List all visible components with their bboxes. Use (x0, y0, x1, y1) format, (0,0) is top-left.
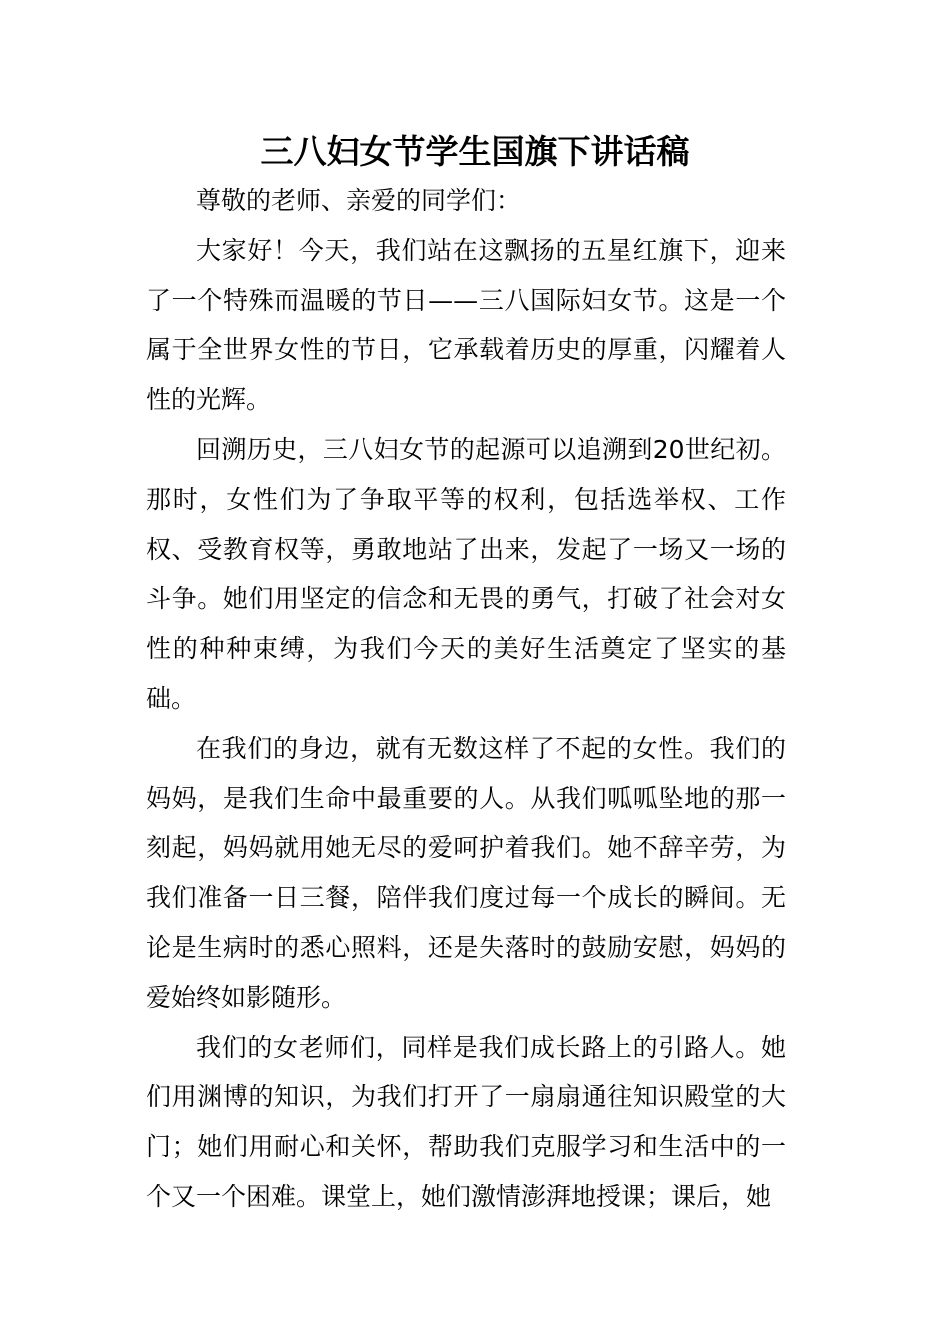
salutation-paragraph: 尊敬的老师、亲爱的同学们： (196, 186, 522, 215)
greeting-paragraph: 大家好！今天，我们站在这飘扬的五星红旗下，迎来了一个特殊而温暖的节日——三八国际妇女节。这是一个属于全世界女性的节日，它承载着历史的厚重，闪耀着人性的光辉。 (146, 235, 786, 415)
teachers-paragraph: 我们的女老师们，同样是我们成长路上的引路人。她们用渊博的知识，为我们打开了一扇扇通往知识殿堂的大门；她们用耐心和关怀，帮助我们克服学习和生活中的一个又一个困难。课堂上，她们激情澎湃地授课；课后，她 (146, 1032, 786, 1211)
document-title: 三八妇女节学生国旗下讲话稿 (260, 132, 690, 171)
history-paragraph: 回溯历史，三八妇女节的起源可以追溯到20世纪初。那时，女性们为了争取平等的权利，包括选举权、工作权、受教育权等，勇敢地站了出来，发起了一场又一场的斗争。她们用坚定的信念和无畏的勇气，打破了社会对女性的种种束缚，为我们今天的美好生活奠定了坚实的基础。 (146, 434, 786, 713)
mothers-paragraph: 在我们的身边，就有无数这样了不起的女性。我们的妈妈，是我们生命中最重要的人。从我们呱呱坠地的那一刻起，妈妈就用她无尽的爱呵护着我们。她不辞辛劳，为我们准备一日三餐，陪伴我们度过每一个成长的瞬间。无论是生病时的悉心照料，还是失落时的鼓励安慰，妈妈的爱始终如影随形。 (146, 733, 786, 1012)
document-body (146, 176, 786, 1222)
